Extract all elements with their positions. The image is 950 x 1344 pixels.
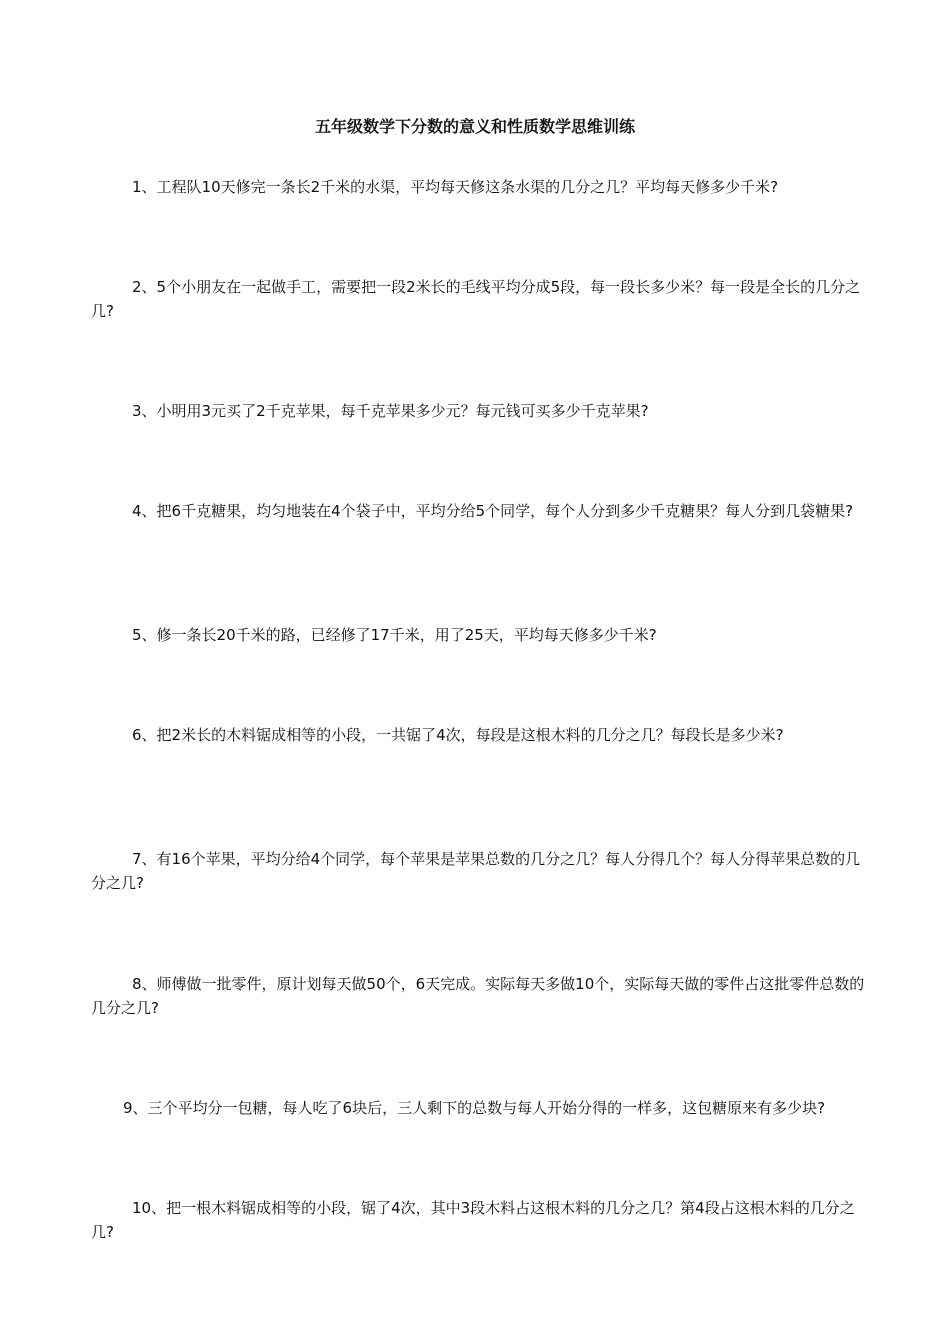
question-9: 9、三个平均分一包糖，每人吃了6块后，三人剩下的总数与每人开始分得的一样多，这包糖原来有多少块? xyxy=(123,1099,826,1117)
question-3: 3、小明用3元买了2千克苹果，每千克苹果多少元？每元钱可买多少千克苹果? xyxy=(132,402,649,420)
question-10: 10、把一根木料锯成相等的小段，锯了4次，其中3段木料占这根木料的几分之几？第4段占这根木料的几分之几? xyxy=(91,1199,855,1241)
question-1: 1、工程队10天修完一条长2千米的水渠，平均每天修这条水渠的几分之几？平均每天修多少千米? xyxy=(132,178,779,196)
question-4: 4、把6千克糖果，均匀地装在4个袋子中，平均分给5个同学，每个人分到多少千克糖果？每人分到几袋糖果? xyxy=(132,502,854,520)
page-title: 五年级数学下分数的意义和性质数学思维训练 xyxy=(314,117,635,136)
question-2: 2、5个小朋友在一起做手工，需要把一段2米长的毛线平均分成5段，每一段长多少米？每一段是全长的几分之几? xyxy=(91,278,861,320)
question-6: 6、把2米长的木料锯成相等的小段，一共锯了4次，每段是这根木料的几分之几？每段长是多少米? xyxy=(132,726,784,744)
question-8: 8、师傅做一批零件，原计划每天做50个，6天完成。实际每天多做10个，实际每天做的零件占这批零件总数的几分之几? xyxy=(91,975,865,1017)
question-7: 7、有16个苹果，平均分给4个同学，每个苹果是苹果总数的几分之几？每人分得几个？每人分得苹果总数的几分之几? xyxy=(91,850,861,892)
question-5: 5、修一条长20千米的路，已经修了17千米，用了25天，平均每天修多少千米? xyxy=(132,626,657,644)
